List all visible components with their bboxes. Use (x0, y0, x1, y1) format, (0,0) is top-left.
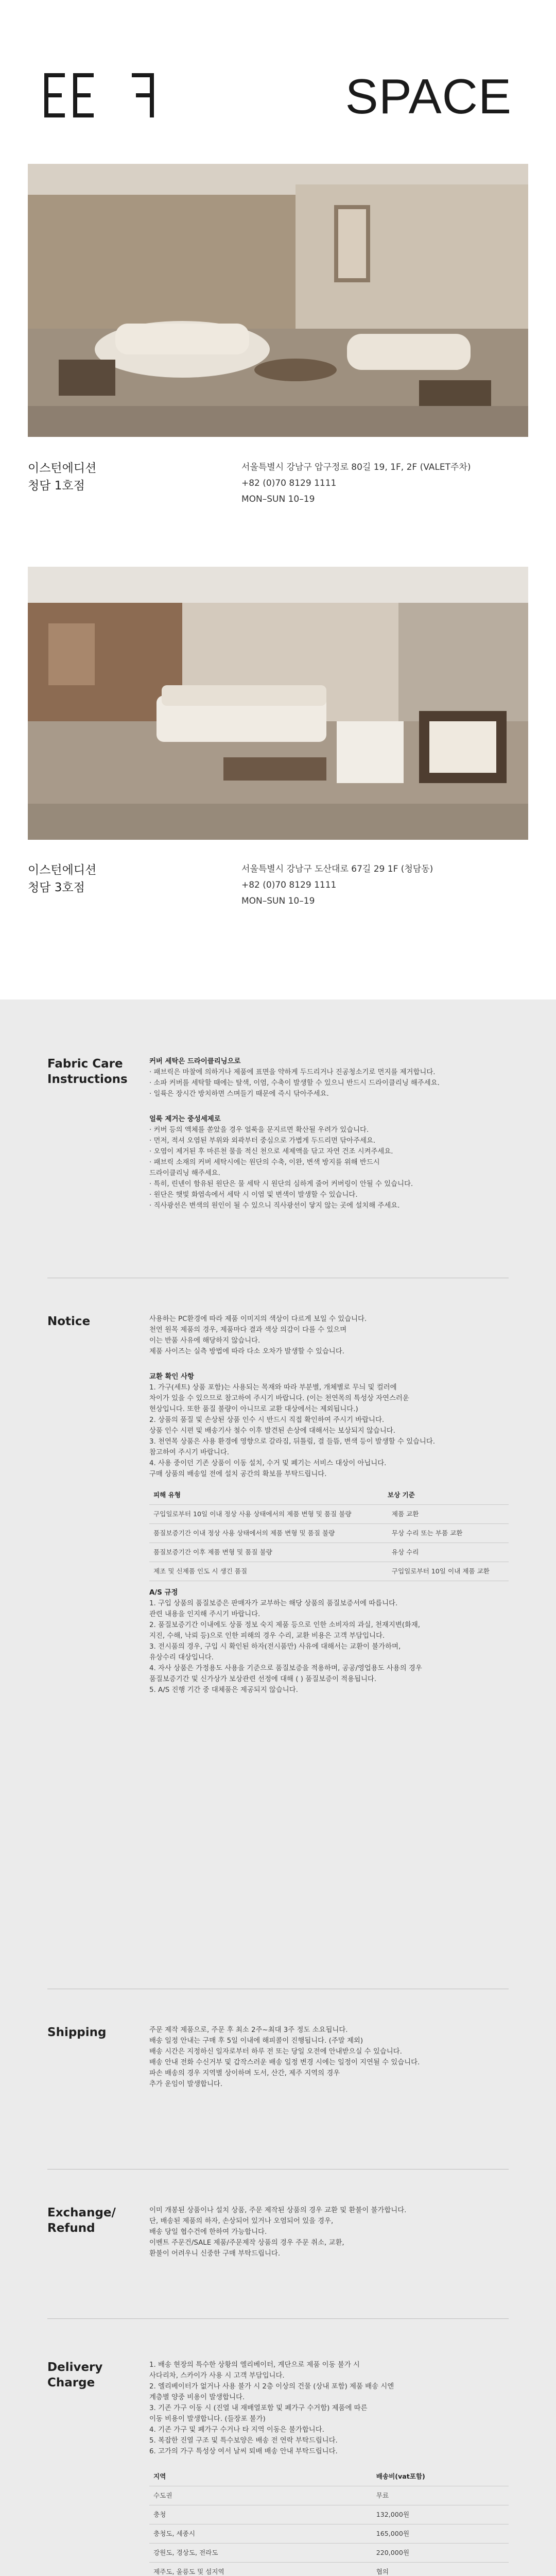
table-header-row: 피해 유형 보상 기준 (149, 1486, 509, 1505)
fabric-care-title: Fabric Care Instructions (47, 1057, 128, 1086)
as-policy-heading: A/S 규정 (149, 1589, 178, 1597)
store-branch-name: 청담 3호점 (28, 881, 85, 894)
store-details (241, 460, 471, 507)
store-details (241, 861, 433, 909)
exchange-refund-body: 이미 개봉된 상품이나 설치 상품, 주문 제작된 상품의 경우 교환 및 환불이 불가합니다. 단, 배송된 제품의 하자, 손상되어 있거나 오염되어 있을 경우, 배송 당일 협수건에 한하여 가능합니다. 이벤트 주문건/SALE 제품/주문제작 상품의 경우 주문 취소, 교환, 환불이 어려우니 신중한 구매 부탁드립니다. (149, 2207, 407, 2258)
shipping-section (47, 2025, 509, 2123)
table-row: 충청 132,000원 (149, 2505, 509, 2524)
table-row: 제주도, 울릉도 및 섬지역 협의 (149, 2563, 509, 2576)
exchange-check-heading: 교환 확인 사항 (149, 1373, 194, 1381)
delivery-charge-body: 1. 배송 현장의 특수한 상황의 엘리베이터, 계단으로 제품 이동 불가 시 사다리차, 스카이가 사용 시 고객 부담입니다. 2. 엘리베이터가 없거나 사용 불가 시 2층 이상의 건물 (상내 포함) 제품 배송 시엔 계층별 양중 비용이 발생합니다. 3. 기존 가구 이동 시 (진열 내 재배열포함 및 폐가구 수거함) 제품에 따른 이동 비용이 발생합니다. (들장포 불가) 4. 기존 가구 및 폐가구 수거나 타 지역 이동은 불가합니다. 5. 복잡한 진열 구조 및 특수보양은 배송 전 연락 부탁드립니다. 6. 고가의 가구 특성상 여서 날씨 퇴배 배송 안내 부탁드립니다. 지역 배송비(vat포함) 수도권 무료 충청 132,000원 충청도, 세종시 165,000원 강원도, 경상도, 전라도 220,000원 제주도, 울릉도 및 섬지역 협의 (149, 2360, 509, 2576)
exchange-refund-section (47, 2205, 509, 2287)
delivery-charge-section (47, 2360, 509, 2576)
section-divider (47, 2318, 509, 2319)
table-header-row: 지역 배송비(vat포함) (149, 2467, 509, 2486)
section-divider (47, 2169, 509, 2170)
store-phone[interactable]: +82 (0)70 8129 1111 (241, 880, 337, 890)
store-phone[interactable]: +82 (0)70 8129 1111 (241, 478, 337, 488)
brand-header (44, 67, 512, 124)
store-name (28, 861, 96, 896)
fabric-care-body: 커버 세탁은 드라이클리닝으로 · 패브릭은 마찰에 의하거나 제품에 표면을 약하게 두드리거나 진공청소기로 먼지를 제거합니다. · 소파 커버를 세탁할 때에는 탈색, 이염, 수축이 발생할 수 있으니 반드시 드라이클리닝 해주세요. · 일륙은 장시간 방치하면 스며들기 때문에 즉시 닦아주세요. 얼룩 제거는 중성세제로 · 커버 등의 액체를 쏟았을 경우 얼룩을 문지르면 확산될 우려가 있습니다. · 먼저, 적셔 오염된 부위와 외곽부터 중심으로 가볍게 두드리면 닦아주세요. · 오염이 제거된 후 마른천 물을 적신 천으로 세제액을 닦고 자연 건조 시켜주세요. · 패브릭 소재의 커버 세탁시에는 원단의 수축, 이완, 변색 방지를 위해 반드시 드라이클리닝 해주세요. · 특히, 린넨이 함유된 원단은 물 세탁 시 원단의 심하게 줄어 커버링이 안될 수 있습니다. · 원단은 햇빛 화염속에서 세탁 시 이염 및 변색이 발생할 수 있습니다. · 직사광선은 변색의 원인이 될 수 있으니 직사광선이 닿지 않는 곳에 설치해 주세요. (149, 1056, 509, 1211)
notice-section (47, 1314, 509, 1953)
fabric-care-section (47, 1056, 509, 1324)
table-row: 제조 및 신제품 인도 시 생긴 품질 구입일로부터 10일 이내 제품 교환 (149, 1562, 509, 1581)
info-section (0, 999, 556, 2576)
damage-compensation-table (149, 1486, 509, 1581)
store-brand-name: 이스턴에디션 (28, 863, 97, 877)
fabric-care-heading-2: 얼룩 제거는 중성세제로 (149, 1115, 221, 1123)
store-hours: MON–SUN 10–19 (241, 494, 315, 504)
table-row: 구입일로부터 10일 이내 정상 사용 상태에서의 제품 변형 및 품질 불량 제품 교환 (149, 1505, 509, 1524)
region-fee-table (149, 2467, 509, 2576)
store-branch-name: 청담 1호점 (28, 479, 85, 493)
store-info-3 (28, 856, 528, 923)
table-row: 강원도, 경상도, 전라도 220,000원 (149, 2544, 509, 2563)
notice-title: Notice (47, 1315, 91, 1328)
showroom-1-photo (28, 164, 528, 437)
store-address: 서울특별시 강남구 도산대로 67길 29 1F (청담동) (241, 864, 433, 874)
exchange-refund-title: Exchange/ Refund (47, 2206, 116, 2235)
table-row: 수도권 무료 (149, 2486, 509, 2505)
showroom-3-photo (28, 567, 528, 840)
store-address: 서울특별시 강남구 압구정로 80길 19, 1F, 2F (VALET주차) (241, 462, 471, 472)
fabric-care-heading-1: 커버 세탁은 드라이클리닝으로 (149, 1058, 241, 1065)
shipping-title: Shipping (47, 2026, 107, 2039)
brand-space-text: SPACE (345, 69, 512, 124)
store-name (28, 460, 96, 495)
table-row: 품질보증기간 이내 정상 사용 상태에서의 제품 변형 및 품질 불량 무상 수리 또는 부품 교환 (149, 1524, 509, 1543)
store-hours: MON–SUN 10–19 (241, 896, 315, 906)
notice-body: 사용하는 PC환경에 따라 제품 이미지의 색상이 다르게 보일 수 있습니다. 천연 원목 제품의 경우, 제품마다 결과 색상 의감이 다를 수 있으며 이는 반품 사유에 해당하지 않습니다. 제품 사이즈는 실측 방법에 따라 다소 오차가 발생할 수 있습니다. 교환 확인 사항 1. 가구(세트) 상품 포함)는 사용되는 목재와 따라 부분별, 개체별로 무늬 및 컬러에 차이가 있을 수 있으므로 참고하여 주시기 바랍니다. (이는 천연목의 특성상 자연스러운 현상입니다. 또한 품질 불량이 아니므로 교환 대상에서는 제외됩니다.) 2. 상품의 품질 및 손상된 상품 인수 시 반드시 직접 확인하여 주시기 바랍니다. 상품 인수 시편 및 배송기사 철수 이후 발견된 손상에 대해서는 보상되지 않습니다. 3. 천연목 상품은 사용 환경에 영향으로 갈라짐, 뒤틀림, 결 들뜸, 변색 등이 발생할 수 있습니다. 참고하여 주시기 바랍니다. 4. 사용 중이던 기존 상품이 이동 설치, 수거 및 폐기는 서비스 대상이 아닙니다. 구매 상품의 배송일 전에 설치 공간의 확보를 부탁드립니다. 피해 유형 보상 기준 구입일로부터 10일 이내 정상 사용 상태에서의 제품 변형 및 품질 불량 제품 교환 품질보증기간 이내 정상 사용 상태에서의 제품 변형 및 품질 불량 무상 수리 또는 부품 교환 품질보증기간 이후 제품 변형 및 품질 불량 유상 수리 제조 및 신제품 인도 시 생긴 품질 구입일로부터 10일 이내 제품 교환 A/S 규정 1. 구입 상품의 품질보증은 판매자가 교부하는 해당 상품의 품질보증서에 따릅니다. 관련 내용을 인지해 주시기 바랍니다. 2. 품질보증기간 이내에도 상품 정보 숙지 제품 등으로 인한 소비자의 과실, 천재지변(화재, 지진, 수해, 낙뢰 등)으로 인한 피해의 경우 수리, 교환 비용은 고객 부담입니다. 3. 전시품의 경우, 구입 시 확인된 하자(전시품만) 사유에 대해서는 교환이 불가하며, 유상수리 대상입니다. 4. 자사 상품은 가정용도 사용을 기준으로 품질보증을 적용하며, 공공/영업용도 사용의 경우 품질보증기간 및 신가상가 보상관련 선정에 대해 ( ) 품질보증이 적용됩니다. 5. A/S 진행 기간 중 대체품은 제공되지 않습니다. (149, 1314, 509, 1696)
store-info-1 (28, 454, 528, 521)
delivery-charge-title: Delivery Charge (47, 2361, 103, 2389)
table-row: 충청도, 세종시 165,000원 (149, 2524, 509, 2544)
shipping-body: 주문 제작 제품으로, 주문 후 최소 2주~최대 3주 정도 소요됩니다. 배송 일정 안내는 구매 후 5일 이내에 해피콜이 진행됩니다. (주말 제외) 배송 시간은 지정하신 일자로부터 하루 전 또는 당일 오전에 안내받으실 수 있습니다. 배송 안내 전화 수신거부 및 갑작스러운 배송 일정 변경 시에는 일정이 지연될 수 있습니다. 파손 배송의 경우 지역별 상이하며 도서, 산간, 제주 지역의 경우 추가 운임이 발생합니다. (149, 2026, 420, 2088)
store-brand-name: 이스턴에디션 (28, 462, 97, 475)
brand-logo (44, 67, 178, 124)
table-row: 품질보증기간 이후 제품 변형 및 품질 불량 유상 수리 (149, 1543, 509, 1562)
